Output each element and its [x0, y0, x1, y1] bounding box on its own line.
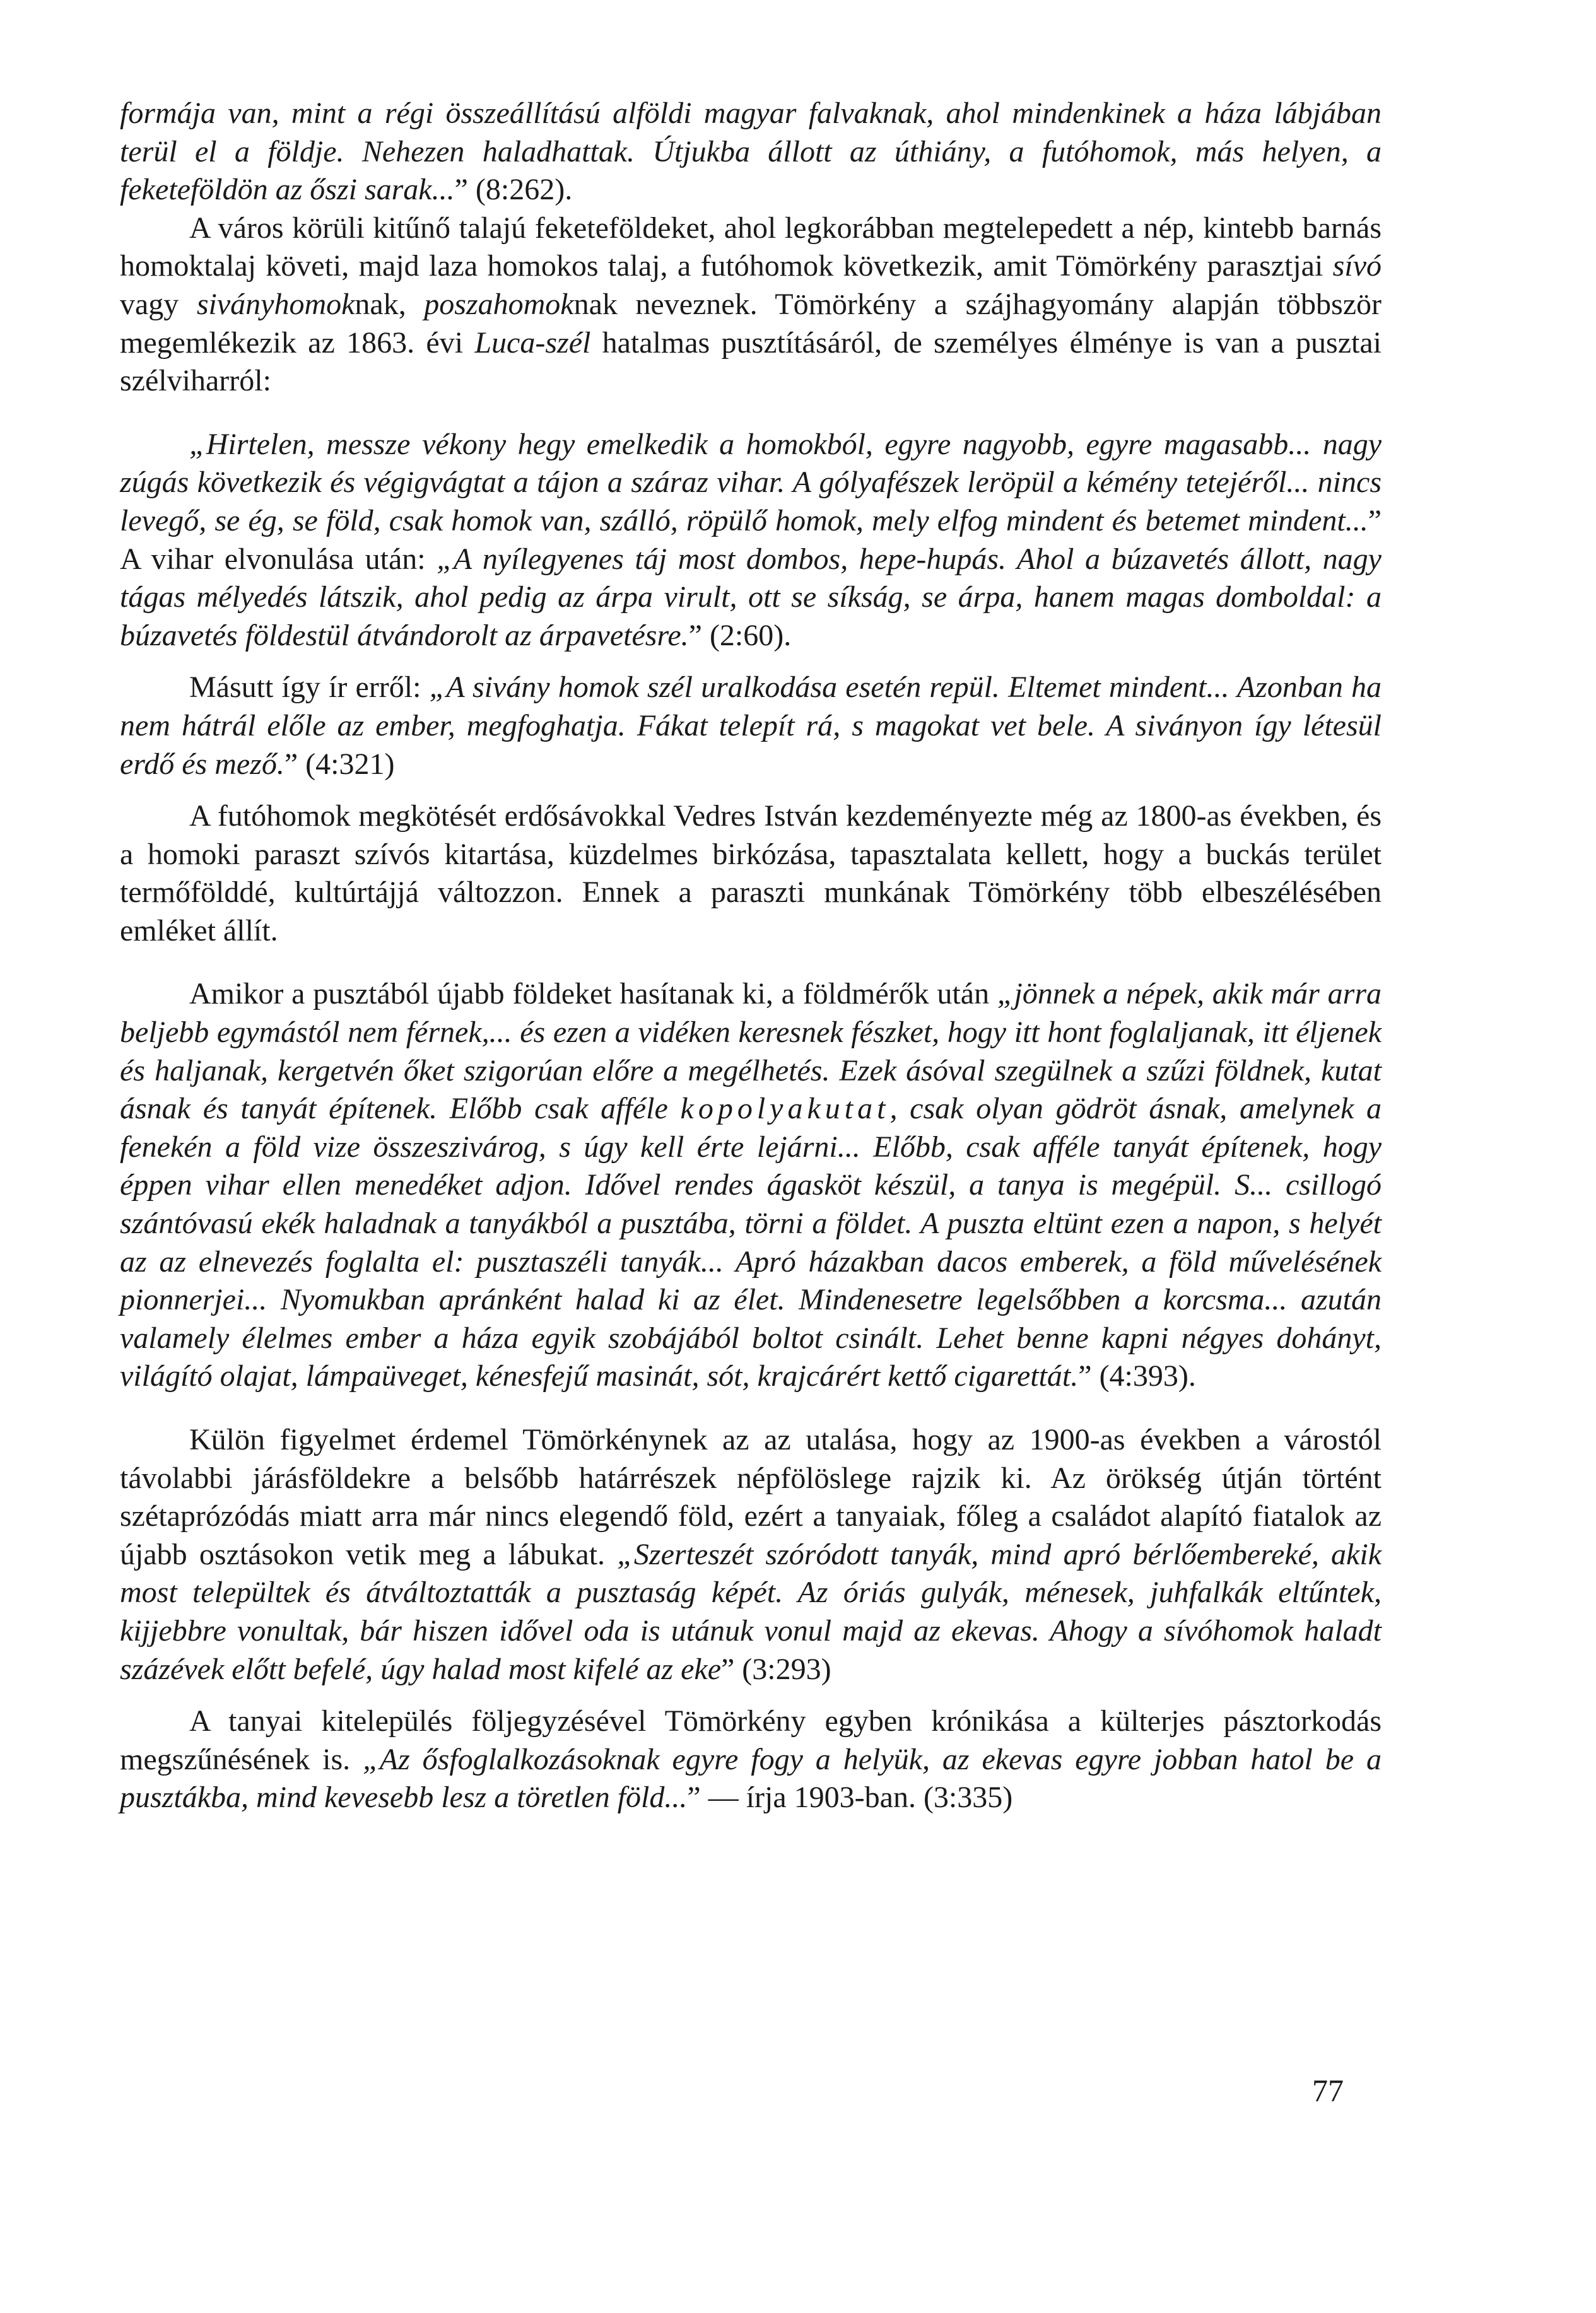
page-number: 77 — [1312, 2073, 1344, 2108]
body-span: A futóhomok megkötését erdősávokkal Vedres István kezdeményezte még az 1800-as években, és a homoki paraszt szívós kitartása, küzdelmes birkózása, tapasztalata kellett, hogy a buckás terület termőfölddé, kultúrtájjá változzon. Ennek a paraszti munkának Tömörkény több elbeszélésében emléket állít. — [120, 799, 1382, 947]
quote-text: „Az ősfoglalkozásoknak egyre fogy a helyük, az ekevas egyre jobban hatol be a pusztákba, mind kevesebb lesz a töretlen föld... — [120, 1742, 1382, 1815]
term-kopolyakut: kopolyakutat — [680, 1092, 890, 1126]
citation: ” — írja 1903-ban. (3:335) — [687, 1781, 1013, 1815]
paragraph-3 — [120, 426, 1382, 655]
body-span: Másutt így ír erről: — [189, 670, 430, 705]
body-span: nak neveznek. Tömörkény a szájhagyomány alapján többször megemlékezik az 1863. évi — [120, 287, 1382, 360]
body-span: ” A vihar elvonulása után: — [120, 503, 1382, 576]
term-poszahomok: poszahomok — [424, 287, 574, 321]
paragraph-2 — [120, 209, 1382, 401]
term-sivo: sívó — [1332, 249, 1382, 283]
term-luca-szel: Luca-szél — [474, 325, 591, 360]
body-span: Amikor a pusztából újabb földeket hasítanak ki, a földmérők után — [189, 977, 997, 1011]
term-sivanyhomok: siványhomok — [196, 287, 355, 321]
paragraph-7 — [120, 1421, 1382, 1689]
body-span: nak, — [355, 287, 425, 321]
paragraph-5 — [120, 797, 1382, 950]
body-span: A tanyai kitelepülés följegyzésével Tömörkény egyben krónikása a külterjes pásztorkodás megszűnésének is. — [120, 1704, 1382, 1776]
citation: ” (8:262). — [454, 173, 573, 207]
quote-text: „A sivány homok szél uralkodása esetén repül. Eltemet mindent... Azonban ha nem hátrál előle az ember, megfoghatja. Fákat telepít rá, s magokat vet bele. A siványon így létesül erdő és mező. — [120, 670, 1382, 781]
paragraph-6 — [120, 975, 1382, 1396]
citation: ” (3:293) — [721, 1652, 831, 1686]
body-span: vagy — [120, 287, 197, 321]
quote-text: „Hirtelen, messze vékony hegy emelkedik a homokból, egyre nagyobb, egyre magasabb... nagy zúgás következik és végigvágtat a tájon a száraz vihar. A gólyafészek leröpül a kémény tetejéről... nincs levegő, se ég, se föld, csak homok van, szálló, röpülő homok, mely elfog mindent és betemet mindent... — [120, 427, 1382, 537]
quote-text: „Szerteszét szóródott tanyák, mind apró bérlőembereké, akik most települtek és átváltoztatták a pusztaság képét. Az óriás gulyák, ménesek, juhfalkák eltűntek, kijjebbre vonultak, bár hiszen idővel oda is utánuk vonul majd az ekevas. Ahogy a sívóhomok haladt százévek előtt befelé, úgy halad most kifelé az eke — [120, 1537, 1382, 1686]
body-span: hatalmas pusztításáról, de személyes élménye is van a pusztai szélviharról: — [120, 325, 1382, 398]
quote-text: formája van, mint a régi összeállítású alföldi magyar falvaknak, ahol mindenkinek a háza lábjában terül el a földje. Nehezen haladhattak. Útjukba állott az úthiány, a futóhomok, más helyen, a feketeföldön az őszi sarak... — [120, 97, 1382, 207]
quote-text: , csak olyan gödröt ásnak, amelynek a fenekén a föld vize összeszivárog, s úgy kell érte lejárni... Előbb, csak afféle tanyát építenek, hogy éppen vihar ellen menedéket adjon. Idővel rendes ágasköt készül, a tanya is megépül. S... csillogó szántóvasú ekék haladnak a tanyákból a pusztába, törni a földet. A puszta eltünt ezen a napon, s helyét az az elnevezés foglalta el: pusztaszéli tanyák... Apró házakban dacos emberek, a föld művelésének pionnerjei... Nyomukban apránként halad ki az élet. Mindenesetre legelsőbben a korcsma... azután valamely élelmes ember a háza egyik szobájából boltot csinált. Lehet benne kapni négyes dohányt, világító olajat, lámpaüveget, kénesfejű masinát, sót, krajcárért kettő cigarettát. — [120, 1092, 1382, 1393]
body-text — [120, 95, 1382, 1817]
citation: ” (4:321) — [284, 747, 395, 781]
citation: ” (4:393). — [1078, 1359, 1196, 1393]
paragraph-4 — [120, 669, 1382, 783]
body-span: Külön figyelmet érdemel Tömörkénynek az az utalása, hogy az 1900-as években a várostól távolabbi járásföldekre a belsőbb határrészek népfölöslege rajzik ki. Az örökség útján történt szétaprózódás miatt arra már nincs elegendő föld, ezért a tanyaiak, főleg a családot alapító fiatalok az újabb osztásokon vetik meg a lábukat. — [120, 1423, 1382, 1571]
citation: ” (2:60). — [688, 618, 792, 652]
quote-text: „jönnek a népek, akik már arra beljebb egymástól nem férnek,... és ezen a vidéken keresnek fészket, hogy itt hont foglaljanak, itt éljenek és haljanak, kergetvén őket szigorúan előre a megélhetés. Ezek ásóval szegülnek a szűzi földnek, kutat ásnak és tanyát építenek. Előbb csak afféle — [120, 977, 1382, 1126]
paragraph-8 — [120, 1702, 1382, 1817]
body-span: A város körüli kitűnő talajú feketeföldeket, ahol legkorábban megtelepedett a nép, kintebb barnás homoktalaj követi, majd laza homokos talaj, a futóhomok következik, amit Tömörkény parasztjai — [120, 211, 1382, 283]
paragraph-1 — [120, 95, 1382, 209]
quote-text: „A nyílegyenes táj most dombos, hepe-hupás. Ahol a búzavetés állott, nagy tágas mélyedés látszik, ahol pedig az árpa virult, ott se síkság, se árpa, hanem magas domboldal: a búzavetés földestül átvándorolt az árpavetésre. — [120, 542, 1382, 652]
